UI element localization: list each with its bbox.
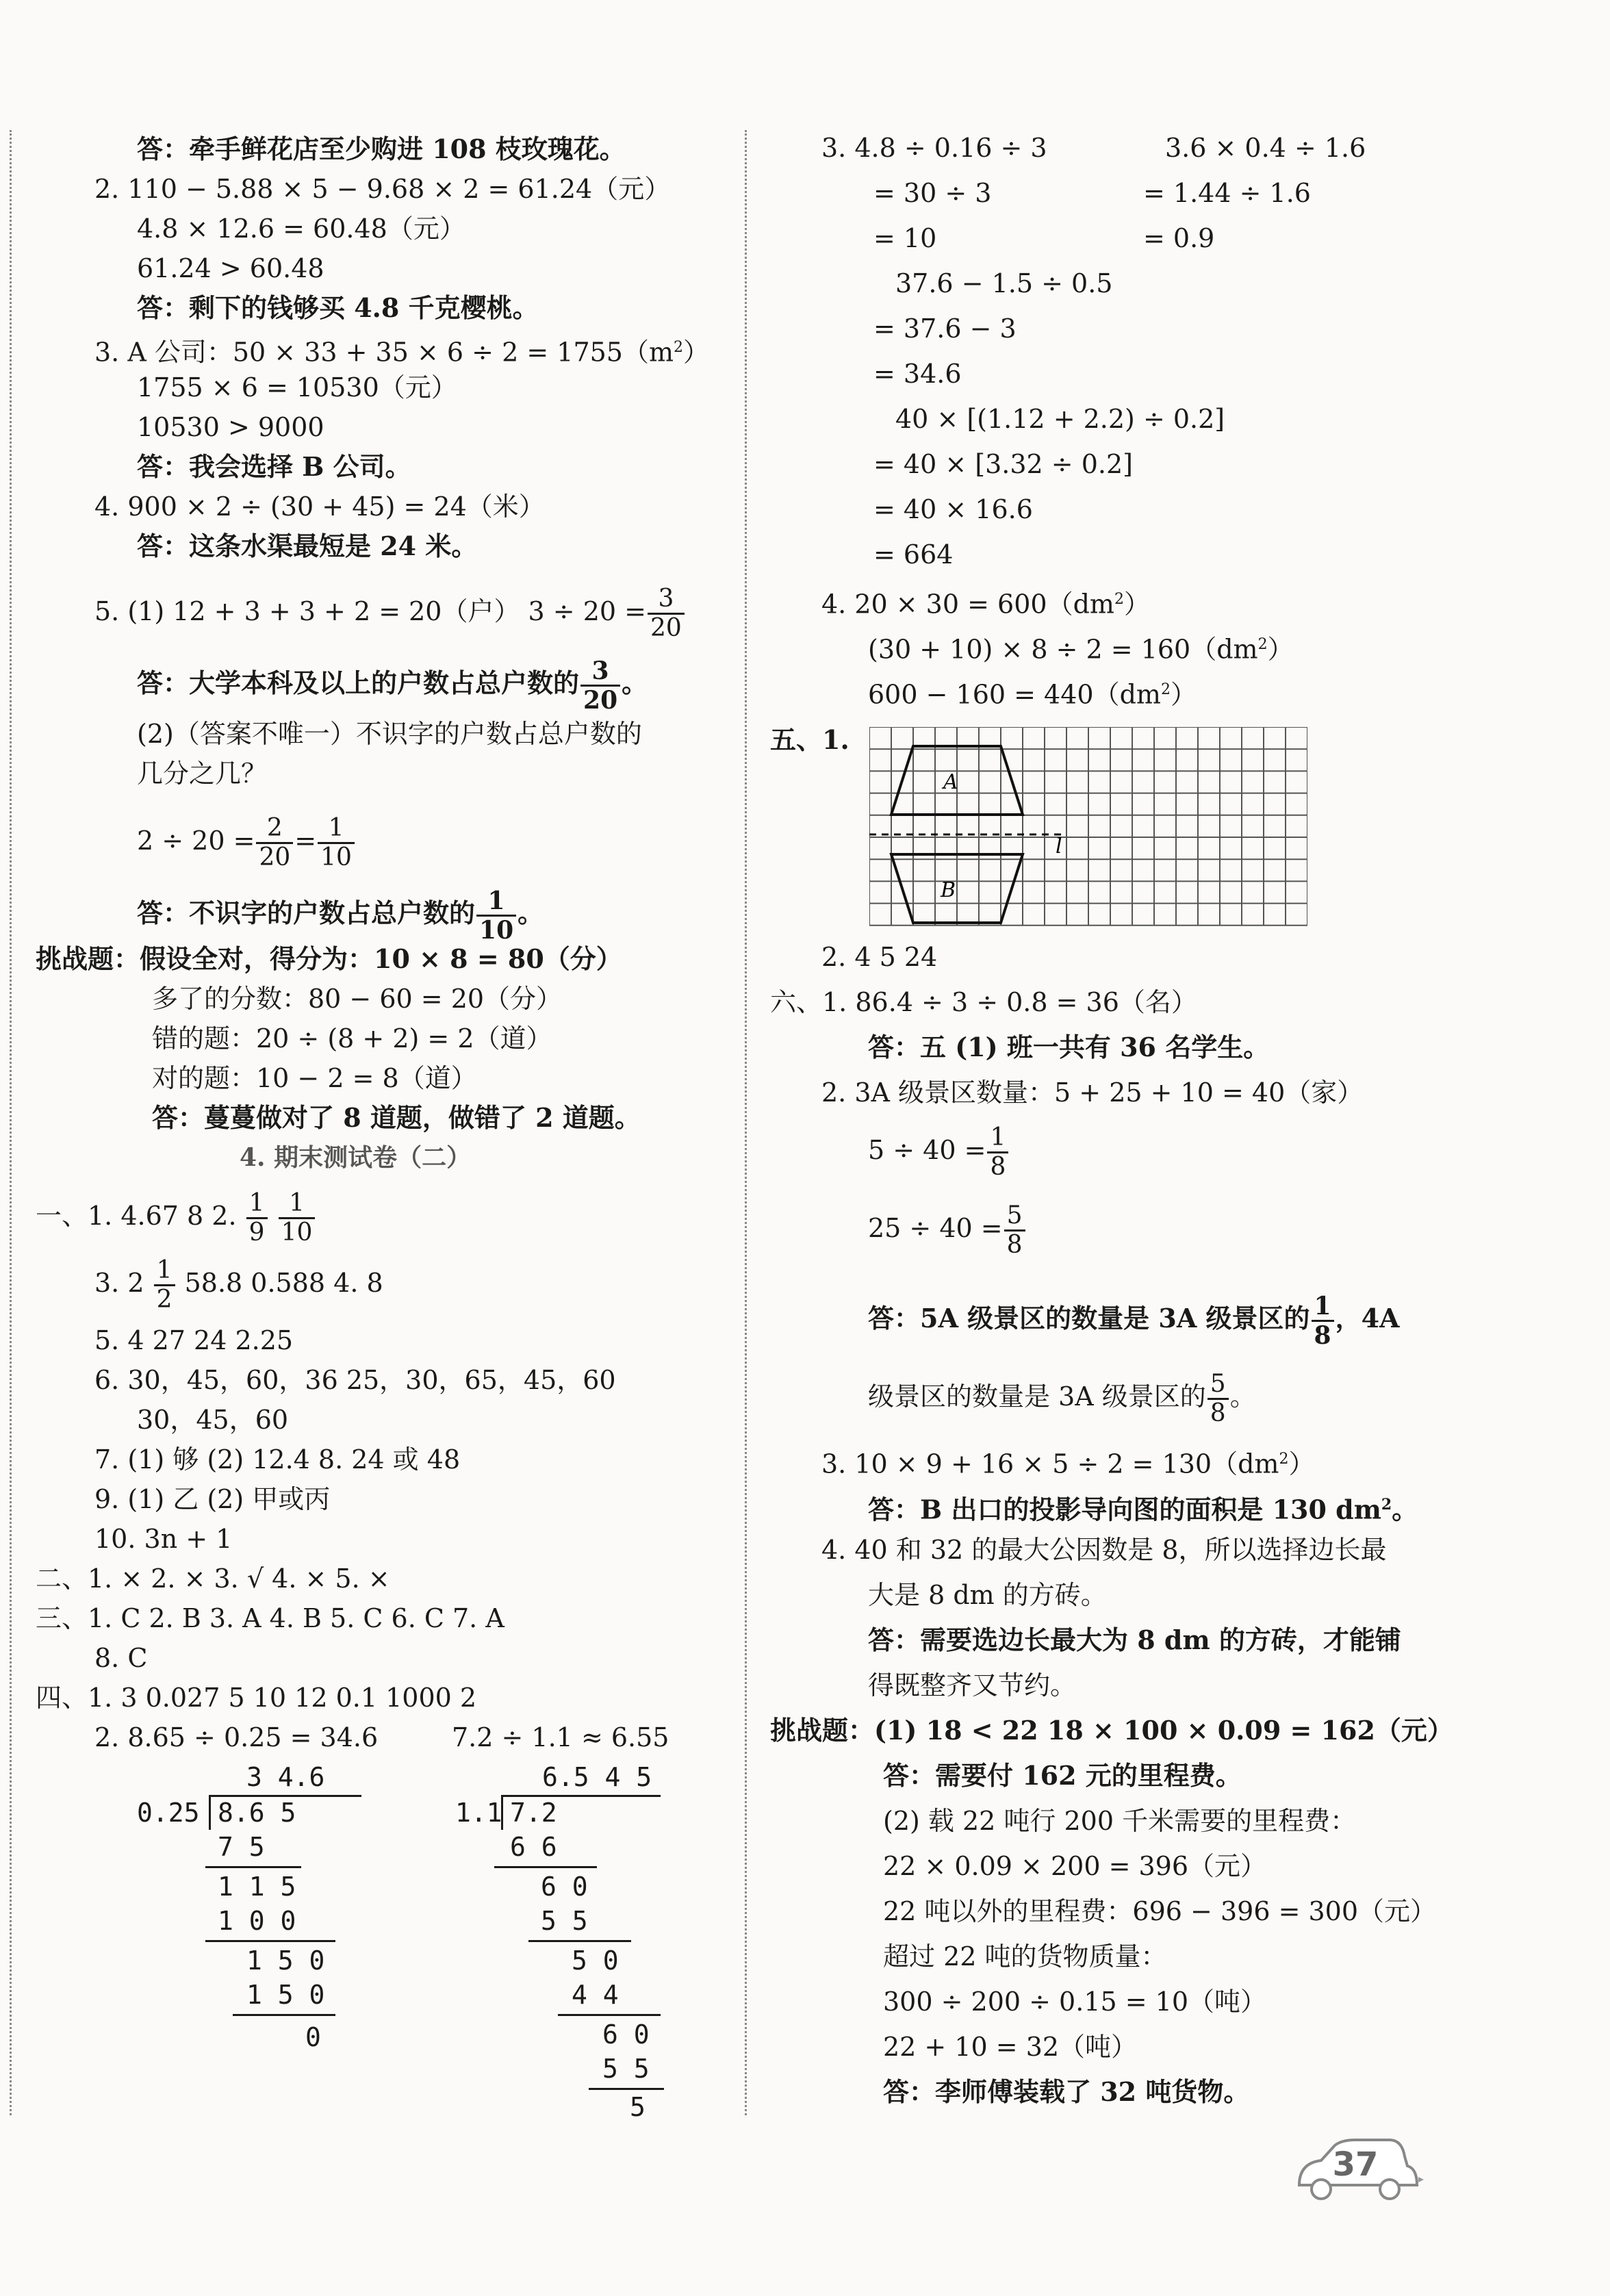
division-step: 5 5 [602, 2054, 650, 2084]
sec1-line: 一、1. 4.67 8 2. $\frac{1}{9}$ $\frac{1}{10}$ [36, 1190, 316, 1247]
label-a: A [943, 770, 958, 794]
r3-line: = 37.6 − 3 [873, 314, 1017, 344]
division-step: 4 4 [572, 1980, 619, 2010]
r3-line: = 40 × [3.32 ÷ 0.2] [873, 449, 1133, 479]
division-step: 1 5 0 [246, 1946, 325, 1976]
arrow-icon [1418, 2177, 1424, 2182]
wheel-icon [1312, 2180, 1331, 2199]
q2-line: 2. 110 − 5.88 × 5 − 9.68 × 2 = 61.24（元） [94, 174, 671, 204]
division-step: 6 6 [510, 1832, 557, 1862]
sec4-line: 7.2 ÷ 1.1 ≈ 6.55 [452, 1722, 669, 1752]
sec6-line: 5 ÷ 40 = $\frac{1}{8}$ [868, 1124, 1010, 1181]
challenge-line: 挑战题：假设全对，得分为：10 × 8 = 80（分） [36, 943, 622, 974]
r3-line: = 40 × 16.6 [873, 494, 1033, 524]
fraction: $\frac{5}{8}$ [1004, 1202, 1025, 1259]
divisor: 0.25 [137, 1798, 200, 1828]
challenge-line: 超过 22 吨的货物质量： [883, 1941, 1167, 1972]
division-rule [205, 1866, 301, 1868]
answer-line: 答：我会选择 B 公司。 [137, 451, 411, 482]
answer-line: 答：大学本科及以上的户数占总户数的 $\frac{3}{20}$ 。 [137, 656, 648, 715]
answer-line: 答：蔓蔓做对了 8 道题，做错了 2 道题。 [152, 1102, 641, 1133]
page-number: 37 [1332, 2145, 1379, 2184]
quotient: 6.5 4 5 [542, 1762, 652, 1792]
fraction: $\frac{1}{9}$ [246, 1190, 268, 1247]
sec5-line: 2. 4 5 24 [821, 942, 938, 972]
challenge-line: 挑战题：(1) 18 < 22 18 × 100 × 0.09 = 162（元） [770, 1715, 1453, 1746]
sec1-line: 5. 4 27 24 2.25 [94, 1325, 294, 1355]
sec1-line: 9. (1) 乙 (2) 甲或丙 [94, 1484, 331, 1514]
sec6-line: 4. 40 和 32 的最大公因数是 8，所以选择边长最 [821, 1535, 1387, 1565]
sec6-line: 级景区的数量是 3A 级景区的 $\frac{5}{8}$ 。 [868, 1370, 1256, 1427]
division-step: 5 [630, 2092, 646, 2122]
answer-line: 答：5A 级景区的数量是 3A 级景区的 $\frac{1}{8}$ ，4A [868, 1292, 1400, 1350]
sec1-line: 30，45，60 [137, 1405, 289, 1435]
division-rule [494, 1866, 597, 1868]
fraction: $\frac{1}{8}$ [987, 1124, 1008, 1181]
answer-line: 答：剩下的钱够买 4.8 千克樱桃。 [137, 292, 539, 323]
fraction: $\frac{1}{8}$ [1312, 1292, 1334, 1349]
fraction: $\frac{1}{10}$ [279, 1190, 316, 1247]
fraction: $\frac{2}{20}$ [256, 815, 293, 871]
division-rule [589, 2088, 664, 2090]
sec6-line: 3. $10 \times 9 + 16 \times 5 \div 2 = 130(dm^2)$ [821, 1449, 1315, 1479]
sec4-line: 2. 8.65 ÷ 0.25 = 34.6 [94, 1722, 379, 1752]
r3-line: = 0.9 [1143, 223, 1215, 253]
q3-line: 3. A 公司：$50 \times 33 + 35 \times 6 \div 2 = 1755(m^2)$ [94, 337, 710, 368]
sec6-line: 六、1. 86.4 ÷ 3 ÷ 0.8 = 36（名） [770, 987, 1197, 1017]
r4-line: 4. $20 \times 30 = 600(dm^2)$ [821, 589, 1150, 620]
q3-line: 1755 × 6 = 10530（元） [137, 372, 457, 403]
wheel-icon [1380, 2180, 1399, 2199]
q2-line: 4.8 × 12.6 = 60.48（元） [137, 214, 465, 244]
division-rule [205, 1940, 335, 1942]
r3-line: = 30 ÷ 3 [873, 178, 992, 208]
fraction: $\frac{1}{2}$ [154, 1257, 175, 1314]
sec1-line: 6. 30，45，60，36 25，30，65，45，60 [94, 1365, 616, 1395]
challenge-line: 22 + 10 = 32（吨） [883, 2032, 1138, 2062]
label-l: l [1056, 834, 1062, 858]
r4-line: $600 - 160 = 440(dm^2)$ [868, 679, 1197, 710]
q2-line: 61.24 > 60.48 [137, 253, 324, 283]
sec5-label: 五、1. [770, 724, 849, 755]
division-rule [558, 2014, 661, 2016]
answer-line: 答：牵手鲜花店至少购进 108 枝玫瑰花。 [137, 133, 626, 164]
r3-line: = 10 [873, 223, 937, 253]
sec1-line: 3. 2 $\frac{1}{2}$ 58.8 0.588 4. 8 [94, 1256, 383, 1314]
q5-line: 2 ÷ 20 = $\frac{2}{20}$ = $\frac{1}{10}$ [137, 815, 356, 871]
label-b: B [941, 878, 956, 902]
q3-line: 10530 > 9000 [137, 412, 324, 442]
quotient: 3 4.6 [246, 1762, 325, 1792]
sec3-line: 三、1. C 2. B 3. A 4. B 5. C 6. C 7. A [36, 1603, 504, 1633]
fraction: $\frac{3}{20}$ [580, 657, 620, 714]
column-divider [745, 130, 747, 2115]
division-step: 0 [305, 2022, 321, 2052]
sec4-line: 四、1. 3 0.027 5 10 12 0.1 1000 2 [36, 1683, 477, 1713]
grid-lines [869, 727, 1307, 926]
q4-line: 4. 900 × 2 ÷ (30 + 45) = 24（米） [94, 492, 545, 522]
q5-line: 5. (1) 12 + 3 + 3 + 2 = 20（户） 3 ÷ 20 = $\frac{3}{20}$ [94, 585, 686, 642]
left-margin-dots [10, 130, 12, 2115]
challenge-line: 错的题：20 ÷ (8 + 2) = 2（道） [152, 1023, 552, 1054]
sec6-line: 2. 3A 级景区数量：5 + 25 + 10 = 40（家） [821, 1077, 1364, 1108]
sec1-line: 10. 3n + 1 [94, 1524, 233, 1554]
r3-line: = 34.6 [873, 359, 962, 389]
r4-line: $(30 + 10) \times 8 \div 2 = 160(dm^2)$ [868, 634, 1294, 665]
challenge-line: 22 吨以外的里程费：696 − 396 = 300（元） [883, 1896, 1437, 1926]
division-step: 5 0 [572, 1946, 619, 1976]
sec3-line: 8. C [94, 1643, 148, 1673]
q5-line: (2)（答案不唯一）不识字的户数占总户数的 [137, 719, 642, 749]
division-step: 6 0 [541, 1872, 588, 1902]
division-step: 6 0 [602, 2019, 650, 2050]
answer-line: 答：李师傅装载了 32 吨货物。 [883, 2076, 1250, 2107]
division-rule [233, 2014, 335, 2016]
sec6-line: 25 ÷ 40 = $\frac{5}{8}$ [868, 1202, 1027, 1259]
fraction: $\frac{5}{8}$ [1208, 1370, 1229, 1427]
challenge-line: 22 × 0.09 × 200 = 396（元） [883, 1851, 1267, 1881]
r3-line: 37.6 − 1.5 ÷ 0.5 [895, 268, 1113, 298]
answer-line: 答：五 (1) 班一共有 36 名学生。 [868, 1032, 1270, 1062]
divisor: 1.1 [455, 1798, 502, 1828]
grid-figure [869, 727, 1307, 932]
sec1-line: 7. (1) 够 (2) 12.4 8. 24 或 48 [94, 1444, 461, 1475]
page-number-badge [1287, 2136, 1424, 2211]
division-step: 1 0 0 [218, 1906, 296, 1936]
section-title: 4. 期末测试卷（二） [240, 1143, 472, 1172]
r3-line: 3.6 × 0.4 ÷ 1.6 [1165, 133, 1366, 163]
r3-line: = 1.44 ÷ 1.6 [1143, 178, 1311, 208]
division-step: 5 5 [541, 1906, 588, 1936]
dividend: 7.2 [510, 1798, 557, 1828]
answer-line: 答：这条水渠最短是 24 米。 [137, 531, 478, 561]
q5-line: 几分之几？ [137, 758, 268, 789]
sec2-line: 二、1. × 2. × 3. √ 4. × 5. × [36, 1564, 390, 1594]
answer-line: 答：需要选边长最大为 8 dm 的方砖，才能铺 [868, 1624, 1401, 1655]
answer-line: 答：不识字的户数占总户数的 $\frac{1}{10}$ 。 [137, 886, 544, 945]
division-step: 1 5 0 [246, 1980, 325, 2010]
fraction: $\frac{3}{20}$ [648, 585, 685, 642]
fraction: $\frac{1}{10}$ [476, 887, 516, 944]
r3-line: = 664 [873, 539, 954, 570]
challenge-line: 多了的分数：80 − 60 = 20（分） [152, 984, 563, 1014]
dividend: 8.6 5 [218, 1798, 296, 1828]
challenge-line: 300 ÷ 200 ÷ 0.15 = 10（吨） [883, 1987, 1267, 2017]
challenge-line: 对的题：10 − 2 = 8（道） [152, 1063, 477, 1093]
r3-line: 40 × [(1.12 + 2.2) ÷ 0.2] [895, 404, 1225, 434]
division-rule [528, 1940, 631, 1942]
answer-line: 答：B 出口的投影导向图的面积是 130 $dm^2$。 [868, 1494, 1418, 1525]
division-step: 7 5 [218, 1832, 265, 1862]
answer-line: 答：需要付 162 元的里程费。 [883, 1760, 1242, 1791]
sec6-line: 得既整齐又节约。 [868, 1670, 1077, 1700]
fraction: $\frac{1}{10}$ [318, 815, 355, 871]
challenge-line: (2) 载 22 吨行 200 千米需要的里程费： [883, 1806, 1357, 1836]
r3-line: 3. 4.8 ÷ 0.16 ÷ 3 [821, 133, 1047, 163]
division-step: 1 1 5 [218, 1872, 296, 1902]
sec6-line: 大是 8 dm 的方砖。 [868, 1580, 1107, 1610]
